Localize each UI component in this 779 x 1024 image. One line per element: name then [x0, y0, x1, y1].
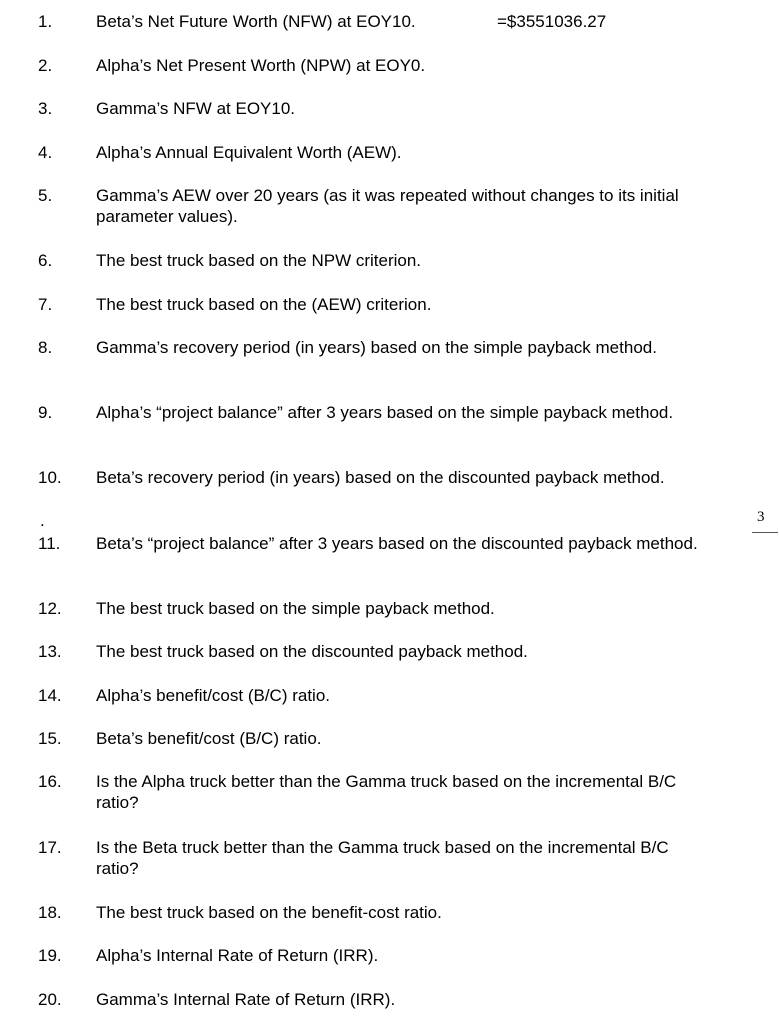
question-text: Is the Beta truck better than the Gamma truck based on the incremental B/C ratio?: [96, 838, 669, 878]
question-text: Alpha’s benefit/cost (B/C) ratio.: [96, 686, 331, 705]
question-number: 7.: [38, 295, 53, 314]
question-text: The best truck based on the benefit-cost ratio.: [96, 903, 442, 922]
question-number: 20.: [38, 990, 62, 1009]
question-number: 6.: [38, 251, 53, 270]
question-number: 14.: [38, 686, 62, 705]
question-number: 11.: [38, 534, 61, 553]
question-number: 18.: [38, 903, 62, 922]
question-number: 15.: [38, 729, 62, 748]
answer-value: =$3551036.27: [497, 12, 607, 31]
question-number: 2.: [38, 56, 53, 75]
question-number: 8.: [38, 338, 53, 357]
question-text: Gamma’s recovery period (in years) based on the simple payback method.: [96, 338, 657, 357]
stray-dot: .: [40, 511, 45, 530]
question-text: The best truck based on the discounted payback method.: [96, 642, 528, 661]
question-number: 13.: [38, 642, 62, 661]
question-text: Alpha’s Annual Equivalent Worth (AEW).: [96, 143, 402, 162]
question-text: Beta’s recovery period (in years) based on the discounted payback method.: [96, 468, 665, 487]
question-text: The best truck based on the (AEW) criterion.: [96, 295, 432, 314]
question-text: Beta’s “project balance” after 3 years based on the discounted payback method.: [96, 534, 698, 553]
question-text: The best truck based on the simple payback method.: [96, 599, 495, 618]
question-number: 12.: [38, 599, 62, 618]
question-text: Gamma’s NFW at EOY10.: [96, 99, 296, 118]
question-number: 10.: [38, 468, 62, 487]
question-text: Alpha’s Internal Rate of Return (IRR).: [96, 946, 379, 965]
question-number: 17.: [38, 838, 62, 857]
page-number-rule: [752, 532, 778, 533]
question-number: 1.: [38, 12, 53, 31]
question-text: Is the Alpha truck better than the Gamma truck based on the incremental B/C ratio?: [96, 772, 677, 812]
question-number: 4.: [38, 143, 53, 162]
question-text: Gamma’s AEW over 20 years (as it was repeated without changes to its initial parameter values).: [96, 186, 679, 226]
question-number: 5.: [38, 186, 53, 205]
page-number: 3: [757, 509, 765, 525]
question-number: 16.: [38, 772, 62, 791]
question-text: Gamma’s Internal Rate of Return (IRR).: [96, 990, 396, 1009]
question-number: 3.: [38, 99, 53, 118]
question-text: Alpha’s Net Present Worth (NPW) at EOY0.: [96, 56, 426, 75]
question-number: 9.: [38, 403, 53, 422]
question-number: 19.: [38, 946, 62, 965]
question-text: Beta’s Net Future Worth (NFW) at EOY10.: [96, 12, 416, 31]
question-text: The best truck based on the NPW criterion.: [96, 251, 422, 270]
question-text: Alpha’s “project balance” after 3 years based on the simple payback method.: [96, 403, 674, 422]
question-text: Beta’s benefit/cost (B/C) ratio.: [96, 729, 322, 748]
